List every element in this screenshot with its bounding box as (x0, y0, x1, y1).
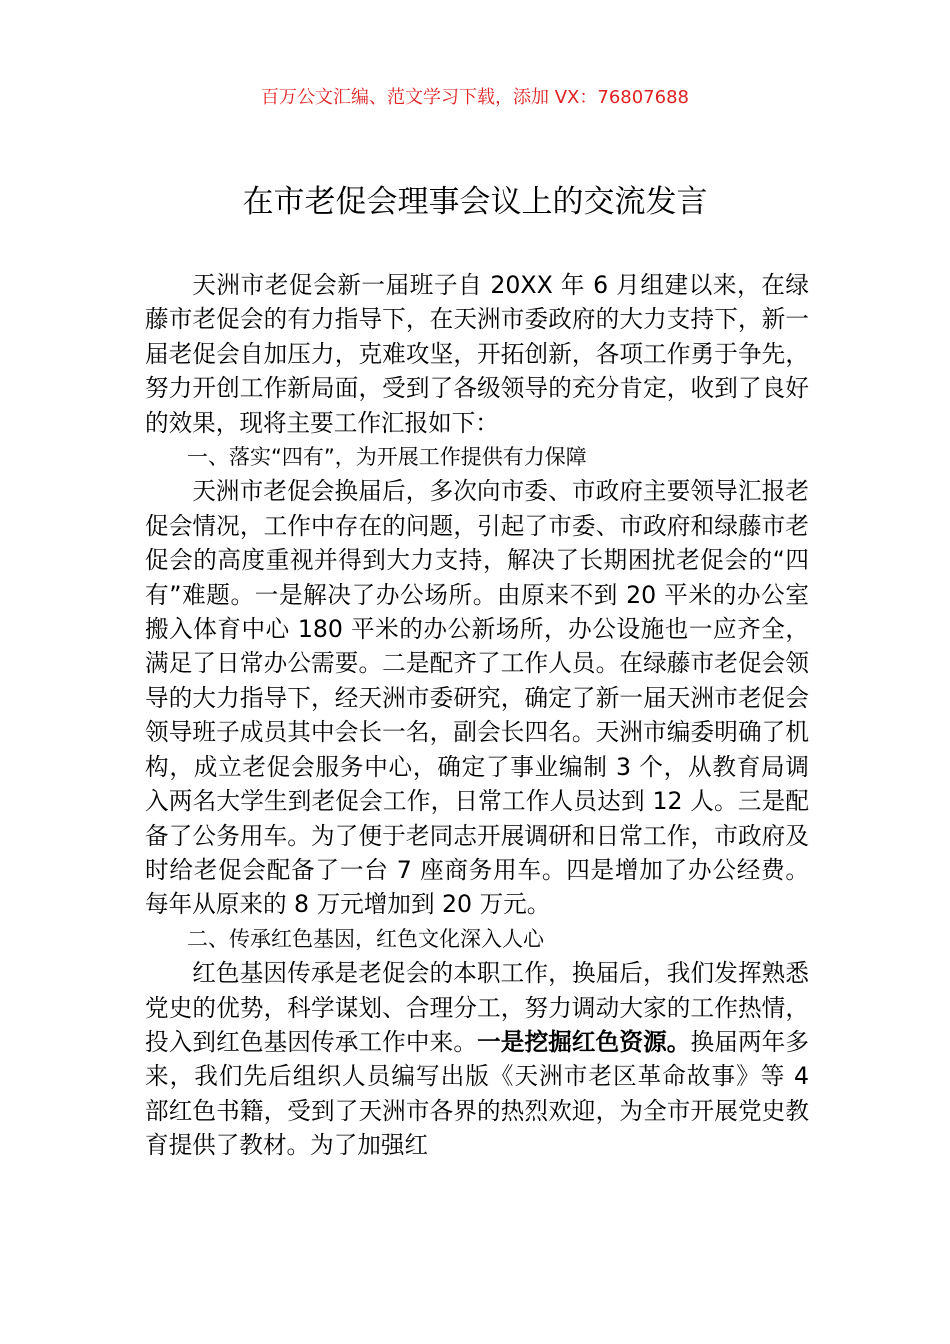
document-title: 在市老促会理事会议上的交流发言 (242, 184, 708, 220)
paragraph-section-2-lead: 红色基因传承是老促会的本职工作，换届后，我们发挥熟悉党史的优势，科学谋划、合理分工，努力调动大家的工作热情，投入到红色基因传承工作中来。 (145, 959, 809, 1056)
paragraph-intro: 天洲市老促会新一届班子自 20XX 年 6 月组建以来，在绿藤市老促会的有力指导下，在天洲市委政府的大力支持下，新一届老促会自加压力，克难攻坚，开拓创新，各项工作勇于争先，努力开创工作新局面，受到了各级领导的充分肯定，收到了良好的效果，现将主要工作汇报如下： (145, 271, 809, 437)
document-body (145, 268, 809, 1163)
paragraph-section-2 (145, 956, 809, 1162)
paragraph-section-2-bold: 一是挖掘红色资源。 (477, 1027, 691, 1056)
header-watermark-note: 百万公文汇编、范文学习下载，添加 VX：76807688 (261, 87, 689, 108)
section-heading-2: 二、传承红色基因，红色文化深入人心 (187, 926, 544, 951)
section-heading-1: 一、落实“四有”，为开展工作提供有力保障 (187, 445, 587, 470)
paragraph-section-2-rest: 换届两年多来，我们先后组织人员编写出版《天洲市老区革命故事》等 4 部红色书籍，受到了天洲市各界的热烈欢迎，为全市开展党史教育提供了教材。为了加强红 (145, 1027, 809, 1160)
paragraph-section-1: 天洲市老促会换届后，多次向市委、市政府主要领导汇报老促会情况，工作中存在的问题，引起了市委、市政府和绿藤市老促会的高度重视并得到大力支持，解决了长期困扰老促会的“四有”难题。一是解决了办公场所。由原来不到 20 平米的办公室搬入体育中心 180 平米的办公新场所，办公设施也一应齐全，满足了日常办公需要。二是配齐了工作人员。在绿藤市老促会领导的大力指导下，经天洲市委研究，确定了新一届天洲市老促会领导班子成员其中会长一名，副会长四名。天洲市编委明确了机构，成立老促会服务中心，确定了事业编制 3 个，从教育局调入两名大学生到老促会工作，日常工作人员达到 12 人。三是配备了公务用车。为了便于老同志开展调研和日常工作，市政府及时给老促会配备了一台 7 座商务用车。四是增加了办公经费。每年从原来的 8 万元增加到 20 万元。 (145, 477, 809, 919)
